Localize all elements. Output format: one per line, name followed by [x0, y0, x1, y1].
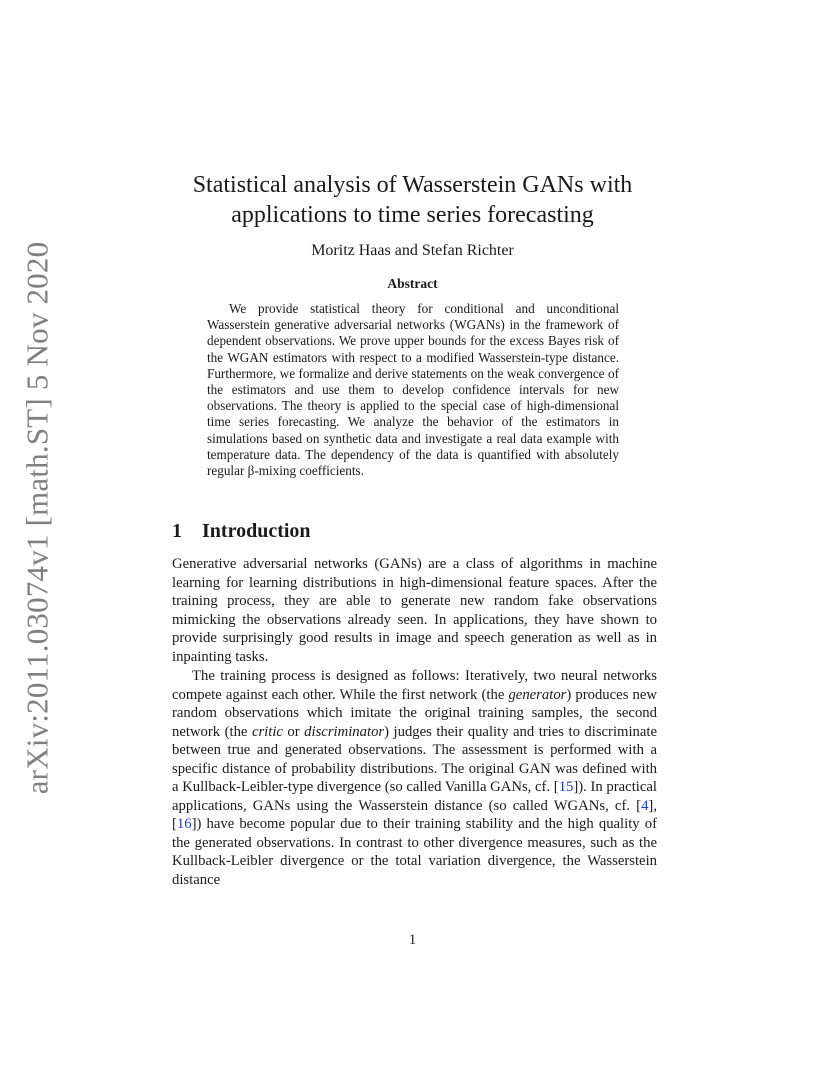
paragraph-text: ]). In practical applications, GANs using the Wasserstein distance (so called WGANs, cf. [ [172, 779, 657, 814]
title-line-1: Statistical analysis of Wasserstein GANs with [192, 172, 633, 198]
abstract-text: We provide statistical theory for conditional and unconditional Wasserstein generative adversarial networks (WGANs) in the framework of dependent observations. We prove upper bounds for the excess Bayes risk of the WGAN estimators with respect to a modified Wasserstein-type distance. Furthermore, we formalize and derive statements on the weak convergence of the estimators and use them to develop confidence intervals for new observations. The theory is applied to the special case of high-dimensional time series forecasting. We analyze the behavior of the estimators in simulations based on synthetic data and investigate a real data example with temperature data. The dependency of the data is quantified with absolutely regular β-mixing coefficients. [207, 301, 619, 479]
paragraph-text: or [282, 723, 305, 740]
paragraph-text: ) judges their quality and tries to discriminate between true and generated observations. The assessment is performed with a specific distance of probability distributions. The original GAN was defined with a Kullback-Leibler-type divergence (so called Vanilla GANs, cf. [ [172, 723, 657, 795]
citation-link-15[interactable]: 15 [558, 779, 574, 795]
term-generator: generator [508, 686, 567, 703]
term-discriminator: discriminator [304, 723, 385, 740]
paragraph-text: ) produces new random observations which imitate the original training samples, the second network (the [172, 686, 657, 740]
title-line-2: applications to time series forecasting [231, 202, 594, 228]
paragraph-text: ]) have become popular due to their training stability and the high quality of the generated observations. In contrast to other divergence measures, such as the Kullback-Leibler divergence or the total variation divergence, the Wasserstein distance [172, 816, 657, 888]
paragraph-text: ], [ [172, 797, 657, 832]
intro-paragraph-2 [172, 667, 657, 889]
author-list: Moritz Haas and Stefan Richter [311, 242, 514, 259]
citation-link-4[interactable]: 4 [641, 797, 649, 814]
page-number: 1 [408, 932, 417, 948]
arxiv-stamp [17, 241, 57, 794]
citation-link-16[interactable]: 16 [176, 816, 192, 832]
paper-title [150, 170, 675, 230]
paragraph-text: The training process is designed as follows: Iteratively, two neural networks compete against each other. While the first network (the [172, 668, 657, 703]
section-title: Introduction [202, 520, 311, 542]
section-number: 1 [172, 520, 182, 542]
intro-paragraph-1: Generative adversarial networks (GANs) are a class of algorithms in machine learning for learning distributions in high-dimensional feature spaces. After the training process, they are able to generate new random fake observations mimicking the observations already seen. In applications, they have shown to provide surprisingly good results in image and speech generation as well as in inpainting tasks. [172, 556, 657, 665]
abstract-heading: Abstract [387, 276, 438, 291]
section-heading [172, 519, 311, 543]
term-critic: critic [251, 723, 283, 740]
arxiv-identifier: arXiv:2011.03074v1 [math.ST] 5 Nov 2020 [19, 241, 55, 794]
